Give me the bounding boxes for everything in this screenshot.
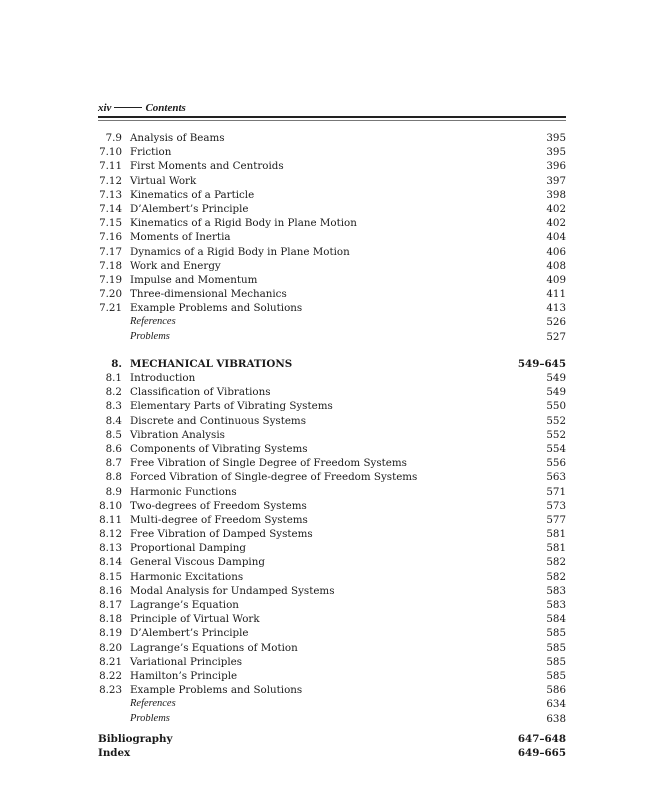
entry-number: 8.23 — [99, 684, 122, 697]
entry-title: Work and Energy — [130, 259, 221, 272]
toc-entry[interactable] — [98, 541, 566, 555]
entry-number: 8.2 — [105, 386, 122, 399]
toc-entry[interactable] — [98, 612, 566, 626]
entry-title: Vibration Analysis — [130, 428, 225, 441]
entry-title: Dynamics of a Rigid Body in Plane Motion — [130, 245, 350, 258]
entry-page: 549–645 — [517, 357, 566, 370]
entry-title: Harmonic Functions — [130, 485, 237, 498]
toc-entry[interactable] — [98, 485, 566, 499]
back-matter-entry[interactable] — [98, 732, 566, 746]
toc-entry[interactable] — [98, 442, 566, 456]
toc-entry[interactable] — [98, 216, 566, 230]
entry-title: Example Problems and Solutions — [130, 684, 303, 697]
entry-title: Three-dimensional Mechanics — [130, 288, 287, 301]
header-rule-thin — [98, 120, 566, 121]
toc-entry[interactable] — [98, 584, 566, 598]
entry-number: 8.17 — [99, 599, 122, 611]
header-section-title: Contents — [145, 102, 186, 114]
entry-number: 7.11 — [99, 160, 122, 173]
entry-title: Two-degrees of Freedom Systems — [130, 499, 307, 512]
toc-entry[interactable] — [98, 655, 566, 669]
toc-entry[interactable] — [98, 131, 566, 145]
running-header — [98, 102, 566, 116]
entry-page: 396 — [546, 160, 566, 173]
entry-page: 585 — [546, 669, 566, 682]
entry-page: 402 — [546, 202, 566, 215]
toc-entry[interactable] — [98, 287, 566, 301]
entry-page: 582 — [546, 570, 566, 583]
entry-number: 7.18 — [99, 259, 122, 272]
entry-number: 8.19 — [99, 627, 122, 640]
entry-number: 7.13 — [99, 188, 122, 201]
entry-number: 8.12 — [99, 528, 122, 541]
toc-entry[interactable] — [98, 626, 566, 640]
entry-number: 8.4 — [105, 414, 122, 427]
toc-entry[interactable] — [98, 273, 566, 287]
entry-page: 413 — [546, 302, 566, 315]
entry-title: Example Problems and Solutions — [130, 302, 303, 315]
entry-page: 406 — [546, 245, 566, 258]
toc-entry[interactable] — [98, 202, 566, 216]
entry-page: 398 — [546, 188, 566, 201]
entry-page: 571 — [546, 485, 566, 498]
entry-title: Analysis of Beams — [130, 132, 225, 144]
entry-page: 649–665 — [517, 746, 566, 759]
entry-number: 8. — [111, 357, 122, 370]
entry-title: First Moments and Centroids — [130, 160, 284, 173]
entry-page: 397 — [546, 174, 566, 187]
entry-number: 7.17 — [99, 245, 122, 258]
entry-title: Forced Vibration of Single-degree of Freedom Systems — [130, 471, 418, 484]
entry-title: Components of Vibrating Systems — [130, 442, 308, 455]
toc-entry[interactable] — [98, 456, 566, 470]
entry-title: Virtual Work — [130, 174, 197, 187]
entry-title: Kinematics of a Particle — [130, 188, 255, 201]
entry-page: 585 — [546, 641, 566, 654]
toc-entry[interactable] — [98, 683, 566, 697]
entry-number: 8.7 — [105, 457, 122, 470]
entry-title: Principle of Virtual Work — [130, 613, 260, 626]
entry-title: Lagrange’s Equation — [130, 599, 239, 611]
entry-page: 402 — [546, 217, 566, 230]
entry-title: Problems — [130, 712, 170, 724]
entry-number: 7.14 — [99, 202, 122, 215]
entry-number: 8.16 — [99, 584, 122, 597]
entry-page: 577 — [546, 513, 566, 526]
entry-page: 556 — [546, 457, 566, 470]
entry-page: 583 — [546, 599, 566, 611]
entry-title: Proportional Damping — [130, 542, 246, 555]
entry-page: 552 — [546, 428, 566, 441]
entry-number: 8.13 — [99, 542, 122, 555]
toc-entry[interactable] — [98, 555, 566, 569]
toc-entry[interactable] — [98, 371, 566, 385]
toc-entry[interactable] — [98, 513, 566, 527]
entry-number: 8.1 — [105, 372, 122, 384]
chapter-heading[interactable] — [98, 357, 566, 371]
entry-number: 7.21 — [99, 302, 122, 315]
entry-number: 8.20 — [99, 641, 122, 654]
entry-number: 8.9 — [105, 485, 122, 498]
toc-entry[interactable] — [98, 245, 566, 259]
toc-entry[interactable] — [98, 414, 566, 428]
toc-entry[interactable] — [98, 385, 566, 399]
toc-entry[interactable] — [98, 598, 566, 612]
toc-entry[interactable] — [98, 470, 566, 484]
toc-entry[interactable] — [98, 428, 566, 442]
entry-page: 409 — [546, 273, 566, 286]
entry-title: Classification of Vibrations — [130, 386, 271, 399]
toc-entry[interactable] — [98, 499, 566, 513]
entry-number: 8.11 — [99, 513, 122, 526]
entry-page: 634 — [546, 698, 566, 711]
entry-title: Moments of Inertia — [130, 231, 231, 244]
toc-entry[interactable] — [98, 159, 566, 173]
entry-title: Multi-degree of Freedom Systems — [130, 513, 308, 526]
entry-page: 638 — [546, 712, 566, 725]
entry-title: Kinematics of a Rigid Body in Plane Motion — [130, 217, 357, 230]
header-dash — [114, 107, 142, 108]
entry-page: 584 — [546, 613, 566, 626]
toc-subentry[interactable] — [98, 712, 566, 726]
entry-title: Hamilton’s Principle — [130, 669, 238, 682]
entry-number: 8.15 — [99, 570, 122, 583]
toc-entry[interactable] — [98, 259, 566, 273]
entry-number: 7.16 — [99, 231, 122, 244]
toc-entry[interactable] — [98, 527, 566, 541]
entry-page: 408 — [546, 259, 566, 272]
header-rule-thick — [98, 116, 566, 118]
toc-entry[interactable] — [98, 145, 566, 159]
entry-page: 647–648 — [517, 732, 566, 745]
entry-title: Impulse and Momentum — [130, 273, 258, 286]
entry-page: 554 — [546, 442, 566, 455]
entry-title: Bibliography — [98, 732, 173, 745]
entry-page: 581 — [546, 542, 566, 555]
entry-page: 583 — [546, 584, 566, 597]
entry-title: Friction — [130, 146, 172, 159]
entry-title: Lagrange’s Equations of Motion — [130, 641, 298, 654]
toc-subentry[interactable] — [98, 330, 566, 344]
entry-number: 7.19 — [99, 273, 122, 286]
entry-title: Variational Principles — [130, 655, 243, 668]
entry-page: 411 — [546, 288, 566, 301]
entry-title: Index — [98, 746, 131, 759]
entry-page: 582 — [546, 556, 566, 569]
entry-number: 8.22 — [99, 669, 122, 682]
entry-page: 395 — [546, 146, 566, 159]
entry-title: D’Alembert’s Principle — [130, 627, 249, 640]
entry-number: 8.21 — [99, 655, 122, 668]
entry-title: Discrete and Continuous Systems — [130, 414, 306, 427]
entry-number: 7.15 — [99, 217, 122, 230]
toc-entry[interactable] — [98, 301, 566, 315]
entry-page: 585 — [546, 655, 566, 668]
toc-entry[interactable] — [98, 399, 566, 413]
entry-title: Free Vibration of Damped Systems — [130, 528, 313, 541]
toc-entry[interactable] — [98, 570, 566, 584]
toc-subentry[interactable] — [98, 697, 566, 711]
table-of-contents — [98, 131, 566, 760]
entry-title: References — [130, 316, 176, 328]
entry-page: 586 — [546, 684, 566, 697]
entry-number: 8.14 — [99, 556, 122, 569]
entry-number: 7.9 — [105, 132, 122, 144]
entry-title: Elementary Parts of Vibrating Systems — [130, 400, 333, 413]
toc-entry[interactable] — [98, 641, 566, 655]
entry-title: Modal Analysis for Undamped Systems — [130, 584, 335, 597]
header-rules — [98, 116, 566, 121]
entry-title: Harmonic Excitations — [130, 570, 244, 583]
back-matter-entry[interactable] — [98, 746, 566, 760]
entry-page: 527 — [546, 330, 566, 343]
entry-title: General Viscous Damping — [130, 556, 265, 569]
entry-title: References — [130, 698, 176, 710]
entry-page: 550 — [546, 400, 566, 413]
entry-page: 395 — [546, 132, 566, 144]
entry-number: 8.5 — [105, 428, 122, 441]
entry-title: Introduction — [130, 372, 196, 384]
toc-subentry[interactable] — [98, 315, 566, 329]
entry-page: 581 — [546, 528, 566, 541]
entry-number: 8.18 — [99, 613, 122, 626]
entry-page: 549 — [546, 372, 566, 384]
header-page-number: xiv — [98, 102, 112, 114]
toc-entry[interactable] — [98, 669, 566, 683]
entry-page: 552 — [546, 414, 566, 427]
entry-page: 526 — [546, 316, 566, 329]
section-spacer — [98, 344, 566, 357]
entry-number: 8.6 — [105, 442, 122, 455]
entry-number: 8.3 — [105, 400, 122, 413]
toc-entry[interactable] — [98, 174, 566, 188]
entry-page: 563 — [546, 471, 566, 484]
entry-page: 404 — [546, 231, 566, 244]
entry-page: 549 — [546, 386, 566, 399]
entry-number: 8.8 — [105, 471, 122, 484]
toc-entry[interactable] — [98, 188, 566, 202]
entry-page: 585 — [546, 627, 566, 640]
entry-number: 7.20 — [99, 288, 122, 301]
entry-title: Free Vibration of Single Degree of Freedom Systems — [130, 457, 407, 470]
entry-page: 573 — [546, 499, 566, 512]
entry-number: 7.10 — [99, 146, 122, 159]
entry-title: Problems — [130, 330, 170, 342]
entry-number: 7.12 — [99, 174, 122, 187]
entry-number: 8.10 — [99, 499, 122, 512]
entry-title: D’Alembert’s Principle — [130, 202, 249, 215]
entry-title: MECHANICAL VIBRATIONS — [130, 357, 293, 370]
toc-entry[interactable] — [98, 230, 566, 244]
